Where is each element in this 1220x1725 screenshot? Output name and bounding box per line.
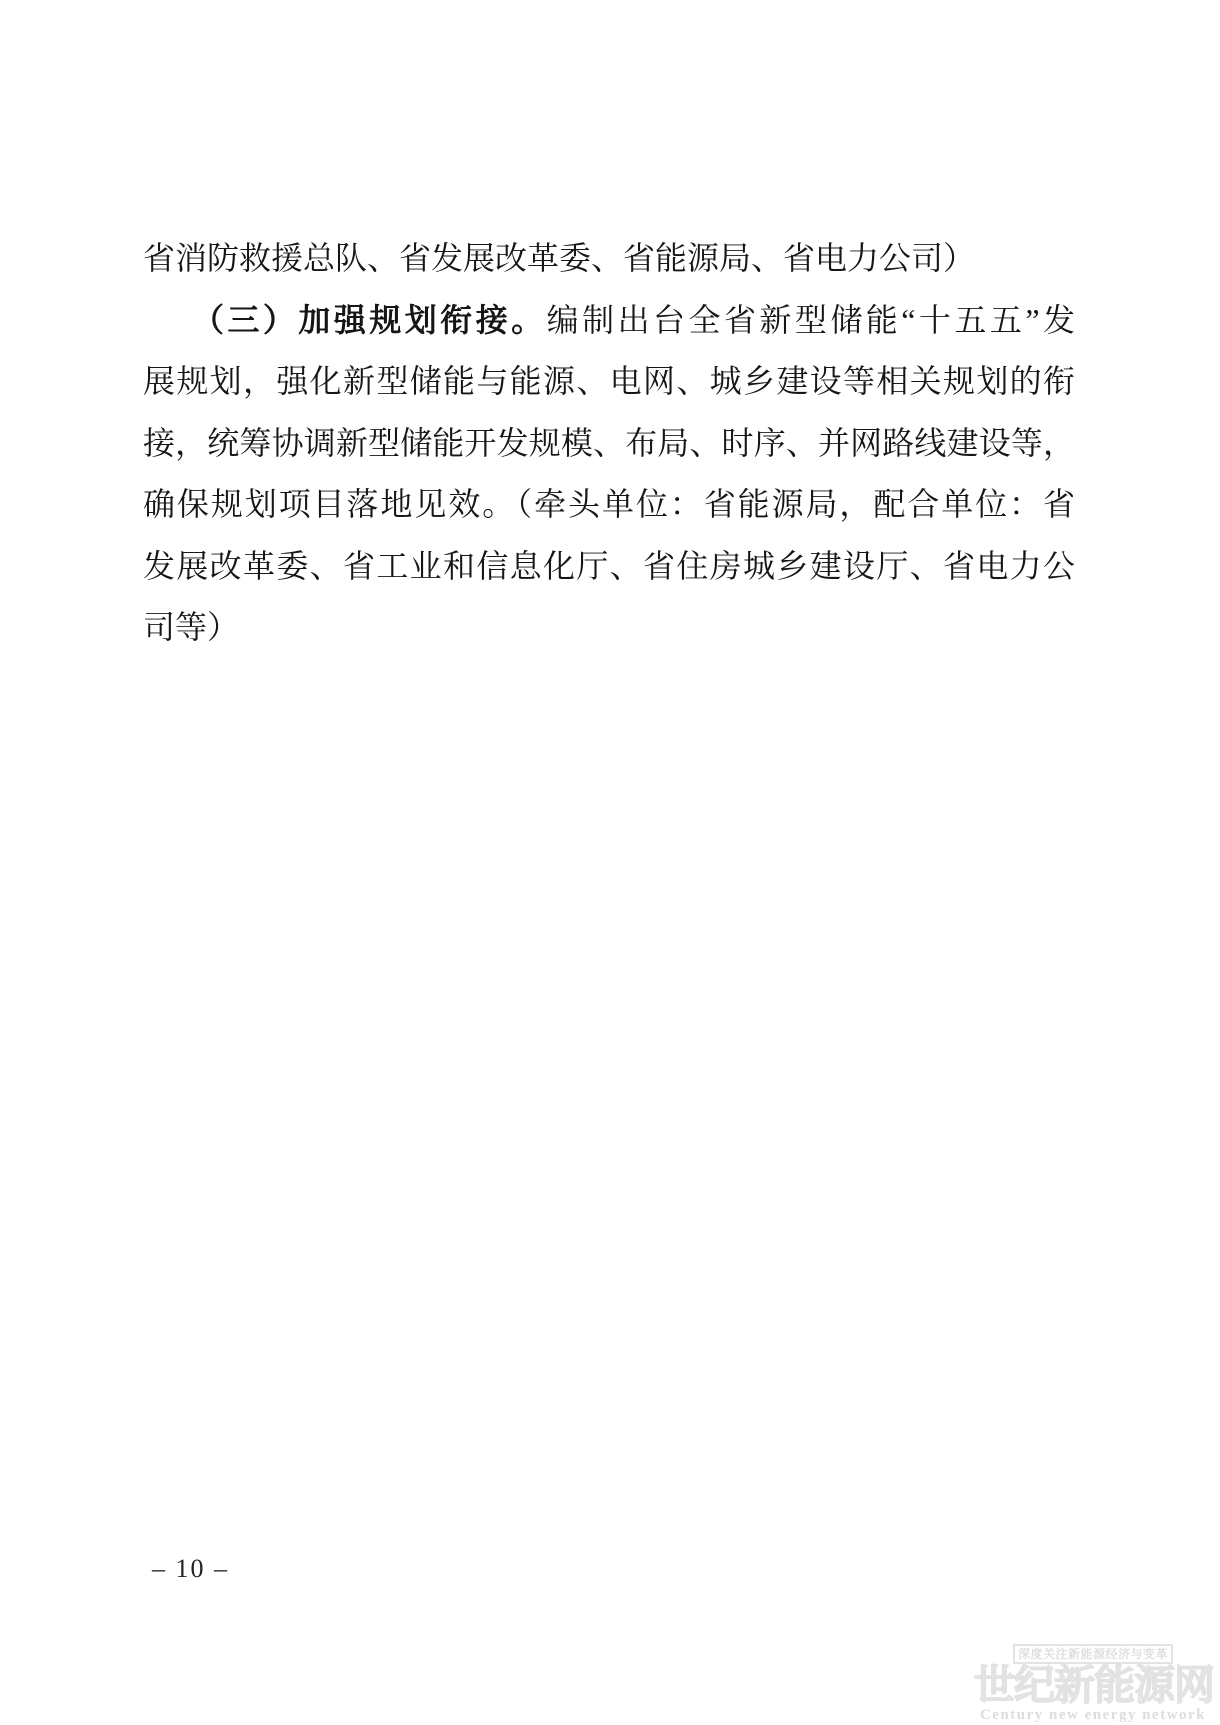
section-paragraph-first-line <box>143 290 1075 352</box>
section-heading: （三）加强规划衔接。 <box>192 301 547 338</box>
paragraph-last-line: 司等） <box>143 609 240 645</box>
paragraph-line: 展规划，强化新型储能与能源、电网、城乡建设等相关规划的衔 <box>143 363 1075 399</box>
paragraph-text: 编制出台全省新型储能“十五五”发 <box>546 301 1075 338</box>
watermark-site-name-en: Century new energy network <box>979 1706 1207 1723</box>
document-body <box>143 228 1075 659</box>
watermark <box>974 1644 1212 1724</box>
paragraph-line: 接，统筹协调新型储能开发规模、布局、时序、并网路线建设等， <box>143 424 1075 461</box>
paragraph-line: 确保规划项目落地见效。（牵头单位：省能源局，配合单位：省 <box>143 486 1075 522</box>
page-number: – 10 – <box>152 1554 229 1583</box>
watermark-slogan: 深度关注新能源经济与变革 <box>1013 1644 1173 1664</box>
paragraph-line: 发展改革委、省工业和信息化厅、省住房城乡建设厅、省电力公 <box>143 547 1075 584</box>
watermark-site-name: 世纪新能源网 <box>974 1661 1214 1708</box>
paragraph-end-line: 省消防救援总队、省发展改革委、省能源局、省电力公司） <box>143 240 976 276</box>
